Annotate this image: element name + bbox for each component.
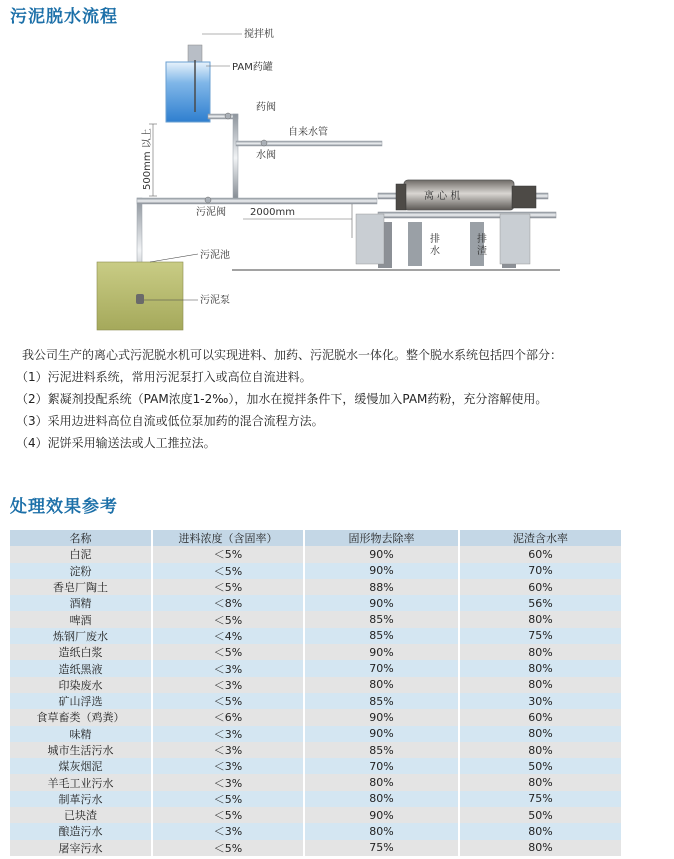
label-mixer: 搅拌机 [244, 29, 274, 40]
cell-solids-removal: 80% [304, 791, 459, 807]
cell-solids-removal: 90% [304, 595, 459, 611]
cell-name: 酿造污水 [10, 823, 152, 839]
sludge-dewatering-diagram [0, 0, 674, 340]
cell-name: 淀粉 [10, 563, 152, 579]
cell-feed-concentration: ＜3% [152, 660, 304, 676]
cell-cake-moisture: 60% [459, 546, 622, 562]
label-drain-slag: 排渣 [477, 234, 487, 257]
description [16, 344, 666, 454]
cell-name: 酒精 [10, 595, 152, 611]
cell-solids-removal: 88% [304, 579, 459, 595]
cell-solids-removal: 90% [304, 726, 459, 742]
cell-solids-removal: 80% [304, 774, 459, 790]
cell-feed-concentration: ＜5% [152, 693, 304, 709]
cell-feed-concentration: ＜3% [152, 726, 304, 742]
cell-cake-moisture: 60% [459, 579, 622, 595]
cell-solids-removal: 85% [304, 628, 459, 644]
cell-cake-moisture: 60% [459, 709, 622, 725]
cell-feed-concentration: ＜5% [152, 644, 304, 660]
table-row [10, 660, 622, 676]
cell-cake-moisture: 50% [459, 758, 622, 774]
results-table [10, 530, 623, 856]
label-tap-water-pipe: 自来水管 [288, 127, 328, 138]
cell-name: 屠宰污水 [10, 840, 152, 856]
table-row [10, 693, 622, 709]
cell-feed-concentration: ＜5% [152, 611, 304, 627]
drug-valve [225, 113, 231, 119]
cell-solids-removal: 90% [304, 807, 459, 823]
cell-solids-removal: 85% [304, 611, 459, 627]
cell-name: 炼钢厂废水 [10, 628, 152, 644]
cell-solids-removal: 90% [304, 546, 459, 562]
cell-solids-removal: 80% [304, 823, 459, 839]
header-feed-concentration: 进料浓度（含固率） [152, 530, 304, 546]
cell-feed-concentration: ＜3% [152, 742, 304, 758]
cell-name: 香皂厂陶土 [10, 579, 152, 595]
table-row [10, 628, 622, 644]
description-item: （1）污泥进料系统，常用污泥泵打入或高位自流进料。 [16, 370, 312, 384]
cell-name: 城市生活污水 [10, 742, 152, 758]
header-solids-removal: 固形物去除率 [304, 530, 459, 546]
table-row [10, 807, 622, 823]
table-row [10, 840, 622, 856]
table-row [10, 644, 622, 660]
cell-cake-moisture: 80% [459, 611, 622, 627]
cell-cake-moisture: 30% [459, 693, 622, 709]
cell-name: 羊毛工业污水 [10, 774, 152, 790]
cell-cake-moisture: 80% [459, 726, 622, 742]
table-row [10, 579, 622, 595]
pam-tank [166, 45, 210, 122]
cell-feed-concentration: ＜3% [152, 677, 304, 693]
cell-name: 印染废水 [10, 677, 152, 693]
label-drug-valve: 药阀 [256, 102, 276, 113]
cell-solids-removal: 90% [304, 644, 459, 660]
sludge-valve [205, 197, 211, 203]
table-row [10, 742, 622, 758]
cell-feed-concentration: ＜5% [152, 807, 304, 823]
cell-solids-removal: 85% [304, 693, 459, 709]
label-water-valve: 水阀 [256, 150, 276, 161]
table-row [10, 709, 622, 725]
cell-feed-concentration: ＜4% [152, 628, 304, 644]
sludge-pool [97, 262, 183, 330]
cell-cake-moisture: 80% [459, 823, 622, 839]
cell-name: 白泥 [10, 546, 152, 562]
table-row [10, 726, 622, 742]
cell-solids-removal: 70% [304, 758, 459, 774]
label-pam-tank: PAM药罐 [232, 62, 273, 73]
table-row [10, 611, 622, 627]
cell-cake-moisture: 80% [459, 742, 622, 758]
cell-feed-concentration: ＜5% [152, 579, 304, 595]
table-row [10, 823, 622, 839]
cell-cake-moisture: 80% [459, 660, 622, 676]
water-valve [261, 140, 267, 146]
cell-feed-concentration: ＜3% [152, 823, 304, 839]
label-sludge-pump: 污泥泵 [200, 295, 230, 306]
cell-feed-concentration: ＜5% [152, 840, 304, 856]
cell-cake-moisture: 80% [459, 840, 622, 856]
description-item: （4）泥饼采用输送法或人工推拉法。 [16, 436, 216, 450]
table-row [10, 677, 622, 693]
cell-cake-moisture: 80% [459, 644, 622, 660]
cell-name: 食草畜类（鸡粪） [10, 709, 152, 725]
cell-cake-moisture: 80% [459, 677, 622, 693]
cell-cake-moisture: 56% [459, 595, 622, 611]
cell-name: 造纸白浆 [10, 644, 152, 660]
cell-name: 已块渣 [10, 807, 152, 823]
table-header-row [10, 530, 622, 546]
label-height: 500mm 以上 [142, 128, 153, 190]
cell-name: 啤酒 [10, 611, 152, 627]
header-cake-moisture: 泥渣含水率 [459, 530, 622, 546]
cell-cake-moisture: 70% [459, 563, 622, 579]
table-row [10, 563, 622, 579]
description-item: （2）絮凝剂投配系统（PAM浓度1-2‰），加水在搅拌条件下，缓慢加入PAM药粉，充分溶解使用。 [16, 392, 548, 406]
cell-name: 制革污水 [10, 791, 152, 807]
cell-feed-concentration: ＜3% [152, 758, 304, 774]
table-row [10, 774, 622, 790]
table-row [10, 758, 622, 774]
cell-feed-concentration: ＜6% [152, 709, 304, 725]
table-row [10, 595, 622, 611]
label-sludge-valve: 污泥阀 [196, 207, 226, 218]
cell-solids-removal: 90% [304, 563, 459, 579]
section-title-process: 污泥脱水流程 [10, 7, 118, 27]
cell-solids-removal: 85% [304, 742, 459, 758]
label-drain-water: 排水 [430, 234, 440, 257]
label-distance: 2000mm [250, 207, 295, 218]
cell-feed-concentration: ＜3% [152, 774, 304, 790]
cell-feed-concentration: ＜5% [152, 546, 304, 562]
cell-name: 味精 [10, 726, 152, 742]
cell-cake-moisture: 75% [459, 628, 622, 644]
cell-solids-removal: 90% [304, 709, 459, 725]
cell-feed-concentration: ＜5% [152, 563, 304, 579]
cell-name: 矿山浮选 [10, 693, 152, 709]
drug-pipe [208, 114, 238, 202]
label-centrifuge: 离 心 机 [424, 191, 461, 202]
header-name: 名称 [10, 530, 152, 546]
label-sludge-pool: 污泥池 [200, 250, 230, 261]
cell-solids-removal: 80% [304, 677, 459, 693]
cell-feed-concentration: ＜8% [152, 595, 304, 611]
cell-name: 造纸黑液 [10, 660, 152, 676]
tap-water-pipe [236, 141, 382, 146]
cell-cake-moisture: 80% [459, 774, 622, 790]
cell-name: 煤灰烟泥 [10, 758, 152, 774]
cell-cake-moisture: 75% [459, 791, 622, 807]
section-title-results: 处理效果参考 [10, 497, 118, 517]
cell-solids-removal: 70% [304, 660, 459, 676]
description-item: （3）采用边进料高位自流或低位泵加药的混合流程方法。 [16, 414, 324, 428]
table-row [10, 546, 622, 562]
description-intro: 我公司生产的离心式污泥脱水机可以实现进料、加药、污泥脱水一体化。整个脱水系统包括四个部分： [22, 348, 563, 362]
table-row [10, 791, 622, 807]
cell-feed-concentration: ＜5% [152, 791, 304, 807]
cell-cake-moisture: 50% [459, 807, 622, 823]
cell-solids-removal: 75% [304, 840, 459, 856]
